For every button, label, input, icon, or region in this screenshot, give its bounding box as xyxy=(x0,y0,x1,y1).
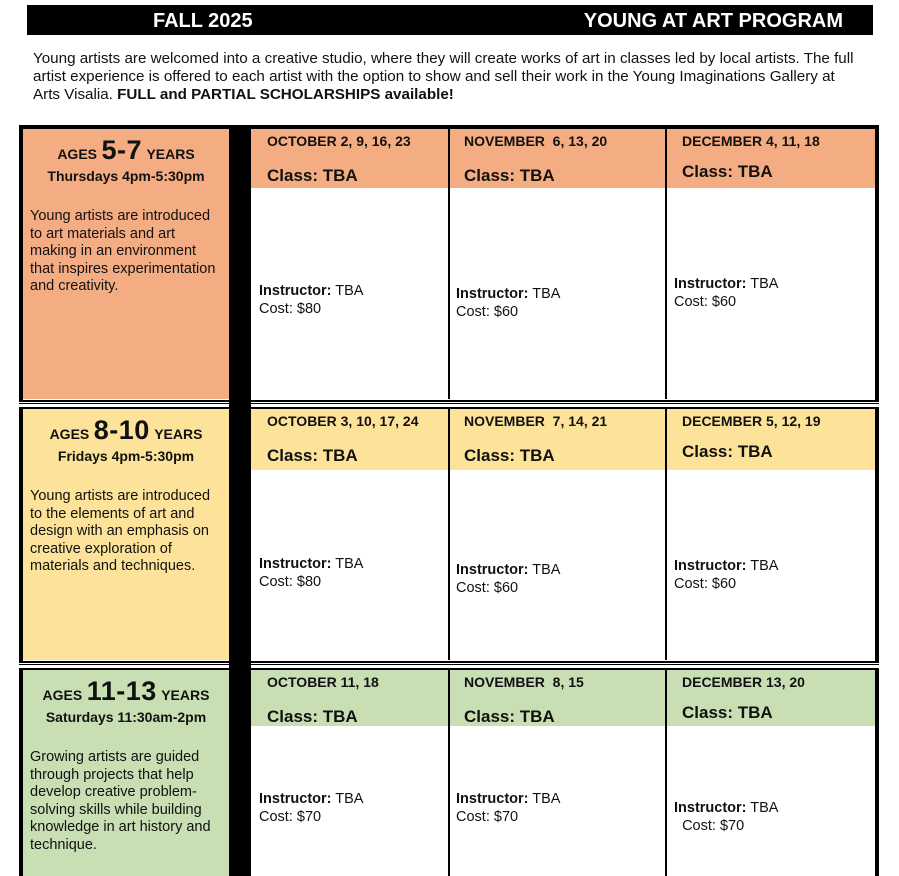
instructor-value: TBA xyxy=(335,556,364,572)
column-divider xyxy=(448,129,450,399)
cost-label: Cost: xyxy=(682,818,720,834)
class-info xyxy=(674,557,778,593)
class-info xyxy=(456,561,560,597)
instructor-label: Instructor: xyxy=(674,276,747,292)
month-cell xyxy=(251,409,448,660)
cost-value: $60 xyxy=(711,576,737,592)
month-cell xyxy=(666,670,875,876)
age-range: 5-7 xyxy=(101,135,142,165)
column-divider xyxy=(665,409,667,660)
month-cell xyxy=(666,129,875,399)
class-info xyxy=(674,799,778,835)
age-description: Young artists are introduced to the elements of art and design with an emphasis on creative exploration of materials and techniques. xyxy=(30,488,211,574)
month-cell xyxy=(666,409,875,660)
instructor-label: Instructor: xyxy=(259,283,332,299)
class-dates: OCTOBER 11, 18 xyxy=(267,674,379,690)
class-info xyxy=(456,285,560,321)
age-heading xyxy=(23,415,229,446)
class-dates: NOVEMBER 8, 15 xyxy=(464,674,584,690)
row-separator xyxy=(19,400,879,409)
cost-value: $70 xyxy=(719,818,745,834)
month-cell xyxy=(448,409,666,660)
intro-paragraph xyxy=(33,50,863,104)
cost-label: Cost: xyxy=(674,576,712,592)
month-cell xyxy=(251,670,448,876)
class-dates: NOVEMBER 7, 14, 21 xyxy=(464,413,608,429)
class-title: Class: TBA xyxy=(682,442,773,461)
age-heading xyxy=(23,135,229,166)
class-info xyxy=(259,282,363,318)
years-label: YEARS xyxy=(154,426,203,442)
instructor-value: TBA xyxy=(750,800,779,816)
cost-value: $60 xyxy=(711,294,737,310)
divider-column xyxy=(229,125,251,876)
cost-value: $60 xyxy=(493,304,519,320)
class-info xyxy=(456,790,560,826)
years-label: YEARS xyxy=(161,687,210,703)
age-group-cell xyxy=(23,129,229,399)
instructor-label: Instructor: xyxy=(456,791,529,807)
class-dates: DECEMBER 5, 12, 19 xyxy=(682,413,821,429)
age-heading xyxy=(23,676,229,707)
cost-value: $60 xyxy=(493,580,519,596)
instructor-value: TBA xyxy=(335,791,364,807)
column-divider xyxy=(448,409,450,660)
instructor-label: Instructor: xyxy=(259,556,332,572)
cost-label: Cost: xyxy=(674,294,712,310)
cost-value: $70 xyxy=(296,809,322,825)
age-group-cell xyxy=(23,670,229,876)
month-cell xyxy=(251,129,448,399)
cost-label: Cost: xyxy=(456,809,494,825)
instructor-value: TBA xyxy=(750,558,779,574)
age-group-cell xyxy=(23,409,229,660)
instructor-label: Instructor: xyxy=(674,558,747,574)
instructor-value: TBA xyxy=(532,562,561,578)
class-schedule: Saturdays 11:30am-2pm xyxy=(45,709,207,725)
class-title: Class: TBA xyxy=(267,446,358,465)
class-info xyxy=(259,555,363,591)
class-title: Class: TBA xyxy=(464,166,555,185)
class-dates: NOVEMBER 6, 13, 20 xyxy=(464,133,608,149)
instructor-label: Instructor: xyxy=(259,791,332,807)
class-title: Class: TBA xyxy=(682,162,773,181)
age-description: Young artists are introduced to art materials and art making in an environment that inspires experimentation and creativity. xyxy=(30,208,216,294)
column-divider xyxy=(665,129,667,399)
instructor-value: TBA xyxy=(532,286,561,302)
class-dates: OCTOBER 2, 9, 16, 23 xyxy=(267,133,411,149)
age-description: Growing artists are guided through projects that help develop creative problem-solving skills while building knowledge in art history and technique. xyxy=(30,749,211,853)
cost-value: $80 xyxy=(296,301,322,317)
month-cell xyxy=(448,670,666,876)
ages-label: AGES xyxy=(57,146,97,162)
cost-value: $70 xyxy=(493,809,519,825)
class-dates: OCTOBER 3, 10, 17, 24 xyxy=(267,413,419,429)
table-right-border xyxy=(875,125,879,876)
instructor-value: TBA xyxy=(335,283,364,299)
cost-label: Cost: xyxy=(259,809,297,825)
ages-label: AGES xyxy=(42,687,83,703)
class-title: Class: TBA xyxy=(267,707,358,726)
cost-label: Cost: xyxy=(259,574,297,590)
instructor-label: Instructor: xyxy=(456,562,529,578)
class-title: Class: TBA xyxy=(267,166,358,185)
class-title: Class: TBA xyxy=(464,707,555,726)
class-schedule: Fridays 4pm-5:30pm xyxy=(57,448,195,464)
header-bar xyxy=(27,5,873,35)
ages-label: AGES xyxy=(49,426,90,442)
cost-value: $80 xyxy=(296,574,322,590)
years-label: YEARS xyxy=(146,146,195,162)
class-info xyxy=(259,790,363,826)
instructor-value: TBA xyxy=(750,276,779,292)
class-dates: DECEMBER 13, 20 xyxy=(682,674,805,690)
instructor-value: TBA xyxy=(532,791,561,807)
instructor-label: Instructor: xyxy=(674,800,747,816)
column-divider xyxy=(665,670,667,876)
class-dates: DECEMBER 4, 11, 18 xyxy=(682,133,820,149)
program-title: YOUNG AT ART PROGRAM xyxy=(583,10,843,32)
month-cell xyxy=(448,129,666,399)
intro-text: Young artists are welcomed into a creative studio, where they will create works of art in classes led by local artists. The full artist experience is offered to each artist with the option to show and sell their work in the Young Imaginations Gallery at Arts Visalia. xyxy=(33,50,854,103)
class-schedule: Thursdays 4pm-5:30pm xyxy=(47,168,205,184)
instructor-label: Instructor: xyxy=(456,286,529,302)
term-title: FALL 2025 xyxy=(153,10,253,32)
scholarship-note: FULL and PARTIAL SCHOLARSHIPS available! xyxy=(117,86,454,103)
cost-label: Cost: xyxy=(259,301,297,317)
cost-label: Cost: xyxy=(456,580,494,596)
cost-label: Cost: xyxy=(456,304,494,320)
age-range: 8-10 xyxy=(93,415,150,445)
class-title: Class: TBA xyxy=(682,703,773,722)
age-range: 11-13 xyxy=(86,676,157,706)
class-info xyxy=(674,275,778,311)
row-separator xyxy=(19,661,879,670)
class-title: Class: TBA xyxy=(464,446,555,465)
column-divider xyxy=(448,670,450,876)
